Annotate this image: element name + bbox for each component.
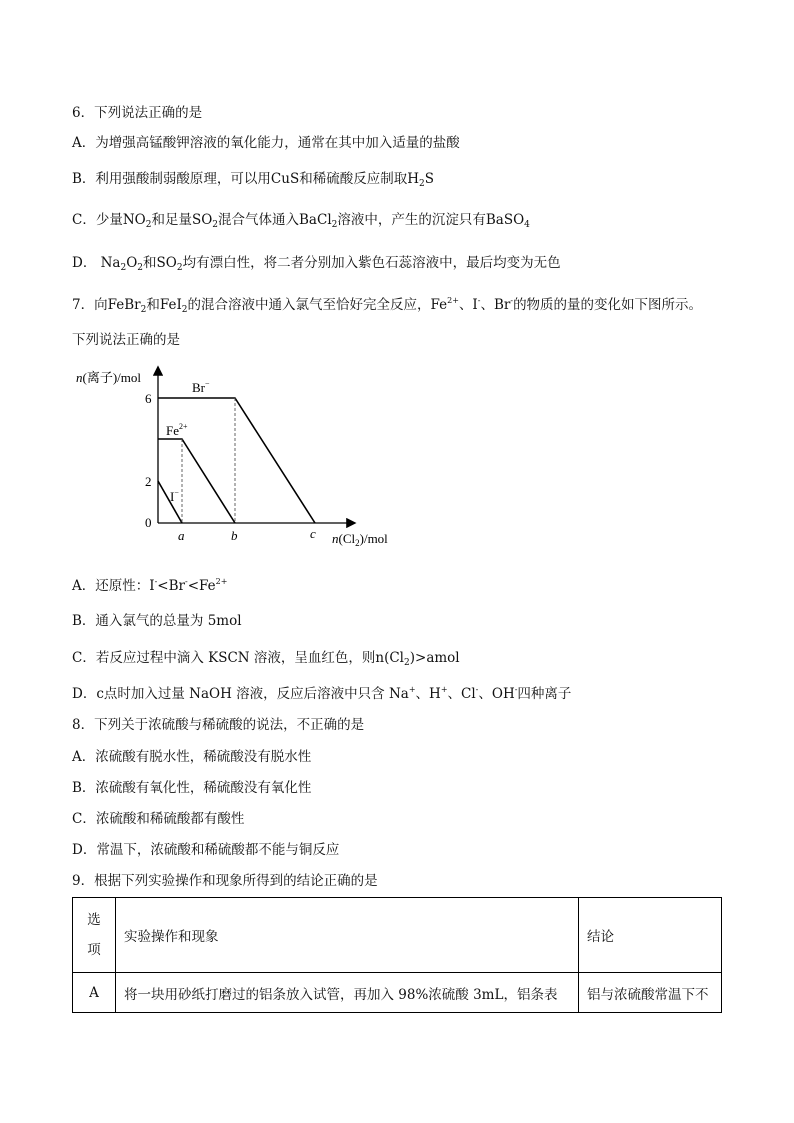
- x-axis-label: $n(Cl_2)$/mol: [332, 531, 388, 548]
- q6-option-b: B．利用强酸制弱酸原理，可以用CuS和稀硫酸反应制取$H_2S$: [72, 171, 434, 189]
- fe-line: [158, 439, 235, 523]
- i-label: I−: [170, 488, 179, 504]
- row-a-option: A: [73, 973, 116, 1013]
- x-tick-c: c: [310, 526, 316, 541]
- q7-option-a: A．还原性：$I^-<Br^-<Fe^{2+}$: [72, 577, 228, 594]
- table-header-row: [73, 898, 722, 973]
- experiment-table: [72, 897, 722, 1013]
- header-option: 选 项: [73, 898, 116, 973]
- q6-stem: 6．下列说法正确的是: [72, 105, 203, 121]
- x-tick-b: b: [231, 528, 238, 543]
- ion-amount-diagram: [70, 360, 410, 550]
- y-tick-0: 0: [145, 515, 152, 530]
- table-row: [73, 973, 722, 1013]
- q7-option-d: D．c点时加入过量 NaOH 溶液，反应后溶液中只含 Na+、H+、Cl-、OH-四种离子: [72, 685, 572, 702]
- q7-stem: 7．向FeBr$_2$和FeI$_2$的混合溶液中通入氯气至恰好完全反应，$Fe^{2+}$、I-、Br-的物质的量的变化如下图所示。: [72, 296, 703, 315]
- y-axis-label: n(离子)/mol: [76, 370, 141, 385]
- fe-label: $Fe^{2+}$: [166, 422, 188, 438]
- row-a-operation: 将一块用砂纸打磨过的铝条放入试管，再加入 98%浓硫酸 3mL，铝条表: [116, 973, 579, 1013]
- q7-option-c: C．若反应过程中滴入 KSCN 溶液，呈血红色，则$n(Cl_2)>amol$: [72, 650, 460, 668]
- q6-option-a: A．为增强高锰酸钾溶液的氧化能力，通常在其中加入适量的盐酸: [72, 135, 460, 151]
- q8-option-c: C．浓硫酸和稀硫酸都有酸性: [72, 811, 245, 827]
- q9-stem: 9．根据下列实验操作和现象所得到的结论正确的是: [72, 873, 378, 889]
- y-tick-2: 2: [145, 474, 152, 489]
- q7-stem-line2: 下列说法正确的是: [72, 332, 180, 348]
- q8-option-a: A．浓硫酸有脱水性，稀硫酸没有脱水性: [72, 749, 312, 765]
- row-a-conclusion: 铝与浓硫酸常温下不: [579, 973, 722, 1013]
- x-tick-a: a: [178, 528, 185, 543]
- q6-option-d: D． $Na_2O_2$和$SO_2$均有漂白性，将二者分别加入紫色石蕊溶液中，最后均变为无色: [72, 255, 561, 273]
- q8-option-b: B．浓硫酸有氧化性，稀硫酸没有氧化性: [72, 780, 312, 796]
- header-operation: 实验操作和现象: [116, 898, 579, 973]
- y-tick-6: 6: [145, 391, 152, 406]
- header-conclusion: 结论: [579, 898, 722, 973]
- br-label: Br−: [192, 379, 210, 395]
- q8-stem: 8．下列关于浓硫酸与稀硫酸的说法，不正确的是: [72, 717, 365, 733]
- q8-option-d: D．常温下，浓硫酸和稀硫酸都不能与铜反应: [72, 842, 340, 858]
- q7-option-b: B．通入氯气的总量为 5mol: [72, 613, 242, 629]
- q6-option-c: C．少量$NO_2$和足量$SO_2$混合气体通入BaCl$_2$溶液中，产生的沉淀只有BaSO$_4$: [72, 212, 530, 230]
